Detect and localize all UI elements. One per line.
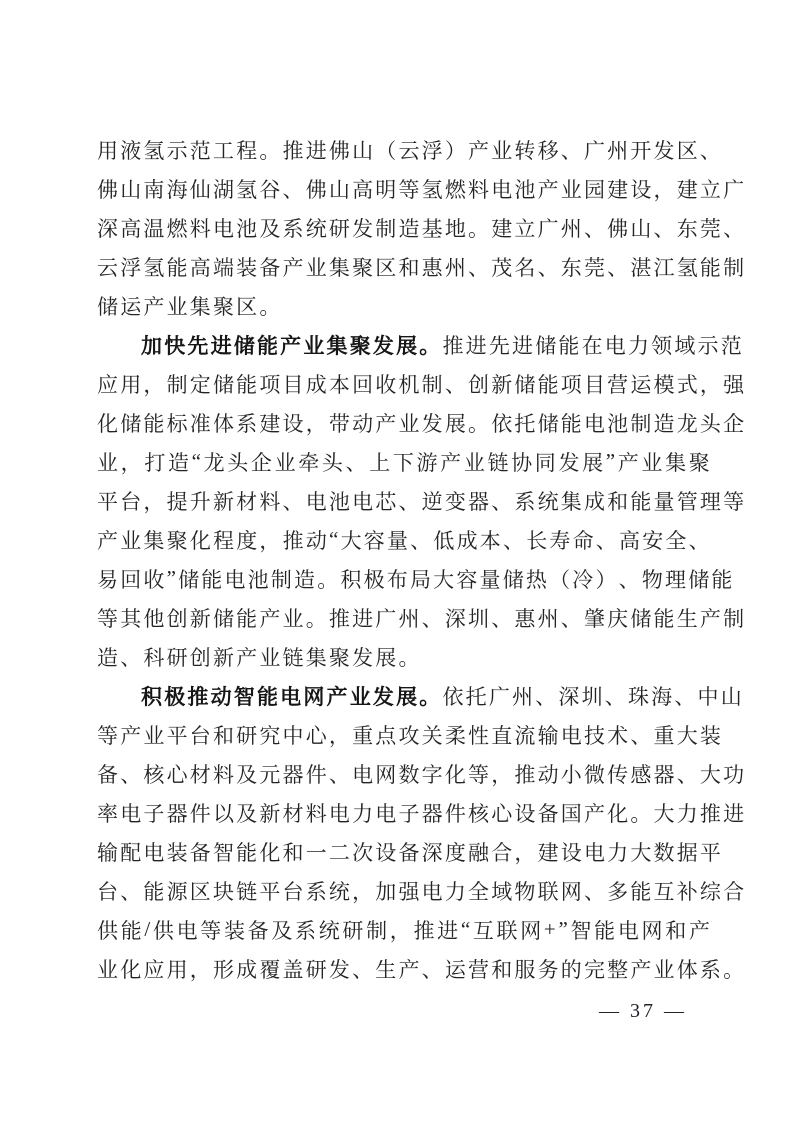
text-line: 易 回 收 ” 储 能 电 池 制 造 。 积 极 布 局 大 容 量 储 热 （ 冷 ） 、 物 理 储 能	[97, 566, 733, 592]
text-line: 用 液 氢 示 范 工 程 。 推 进 佛 山 （ 云 浮 ） 产 业 转 移 、 广 州 开 发 区 、	[97, 138, 721, 163]
text-line: 平 台 ， 提 升 新 材 料 、 电 池 电 芯 、 逆 变 器 、 系 统 集 成 和 能 量 管 理 等	[97, 489, 745, 514]
text-line: 供 能 / 供 电 等 装 备 及 系 统 研 制 ， 推 进 “ 互 联 网 + ” 智 能 电 网 和 产	[97, 917, 710, 943]
text-line: 深 高 温 燃 料 电 池 及 系 统 研 发 制 造 基 地 。 建 立 广 州 、 佛 山 、 东 莞 、	[97, 216, 745, 241]
page-number: — 37 —	[599, 1000, 687, 1022]
text-line: 造 、 科 研 创 新 产 业 链 集 聚 发 展 。	[97, 645, 420, 670]
text-line: 应 用 ， 制 定 储 能 项 目 成 本 回 收 机 制 、 创 新 储 能 项 目 营 运 模 式 ， 强	[97, 372, 745, 397]
text-line: 积 极 推 动 智 能 电 网 产 业 发 展 。 依 托 广 州 、 深 圳 、 珠 海 、 中 山	[141, 684, 742, 709]
text-line: 业 ， 打 造 “ 龙 头 企 业 牵 头 、 上 下 游 产 业 链 协 同 发 展 ” 产 业 集 聚	[97, 449, 710, 475]
document-body-text	[97, 130, 745, 988]
text-line: 佛 山 南 海 仙 湖 氢 谷 、 佛 山 高 明 等 氢 燃 料 电 池 产 业 园 建 设 ， 建 立 广	[97, 177, 745, 202]
text-line: 等 其 他 创 新 储 能 产 业 。 推 进 广 州 、 深 圳 、 惠 州 、 肇 庆 储 能 生 产 制	[97, 606, 745, 631]
text-line: 产 业 集 聚 化 程 度 ， 推 动 “ 大 容 量 、 低 成 本 、 长 寿 命 、 高 安 全 、	[97, 527, 710, 553]
text-line: 加 快 先 进 储 能 产 业 集 聚 发 展 。 推 进 先 进 储 能 在 电 力 领 域 示 范	[141, 333, 742, 358]
text-line: 化 储 能 标 准 体 系 建 设 ， 带 动 产 业 发 展 。 依 托 储 能 电 池 制 造 龙 头 企	[97, 411, 745, 436]
text-line: 率 电 子 器 件 以 及 新 材 料 电 力 电 子 器 件 核 心 设 备 国 产 化 。 大 力 推 进	[97, 801, 745, 826]
text-line: 业 化 应 用 ， 形 成 覆 盖 研 发 、 生 产 、 运 营 和 服 务 的 完 整 产 业 体 系 。	[97, 957, 745, 982]
text-line: 等 产 业 平 台 和 研 究 中 心 ， 重 点 攻 关 柔 性 直 流 输 电 技 术 、 重 大 装	[97, 723, 721, 748]
text-line: 云 浮 氢 能 高 端 装 备 产 业 集 聚 区 和 惠 州 、 茂 名 、 东 莞 、 湛 江 氢 能 制	[97, 255, 745, 280]
text-line: 输 配 电 装 备 智 能 化 和 一 二 次 设 备 深 度 融 合 ， 建 设 电 力 大 数 据 平	[97, 840, 721, 865]
text-line: 储 运 产 业 集 聚 区 。	[97, 294, 281, 319]
text-line: 备 、 核 心 材 料 及 元 器 件 、 电 网 数 字 化 等 ， 推 动 小 微 传 感 器 、 大 功	[97, 762, 745, 787]
text-line: 台 、 能 源 区 块 链 平 台 系 统 ， 加 强 电 力 全 域 物 联 网 、 多 能 互 补 综 合	[97, 879, 745, 904]
